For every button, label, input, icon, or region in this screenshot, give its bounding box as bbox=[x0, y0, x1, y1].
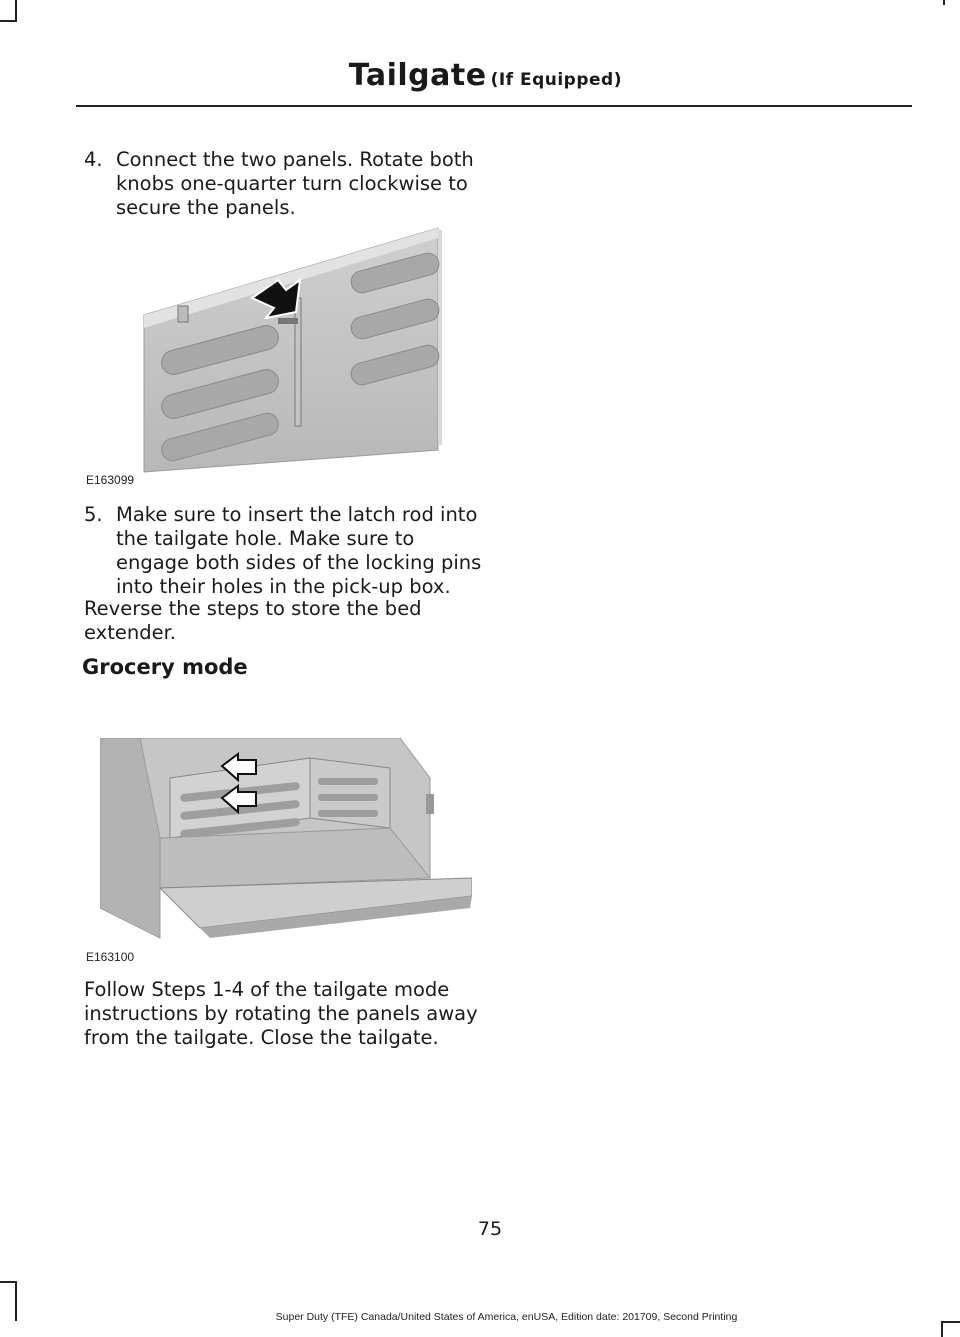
grocery-mode-illustration bbox=[100, 738, 472, 948]
section-heading-grocery-mode: Grocery mode bbox=[82, 655, 248, 679]
crop-mark-top-left-h bbox=[0, 20, 17, 22]
figure-code: E163099 bbox=[86, 473, 135, 487]
step-4 bbox=[84, 148, 484, 220]
follow-instructions: Follow Steps 1-4 of the tailgate mode instructions by rotating the panels away from the tailgate. Close the tailgate. bbox=[84, 978, 478, 1049]
store-instructions: Reverse the steps to store the bed extender. bbox=[84, 597, 422, 644]
figure-grocery-mode bbox=[100, 738, 472, 948]
step-5 bbox=[84, 503, 484, 599]
header-divider bbox=[76, 105, 912, 107]
bed-extender-panels-illustration bbox=[140, 220, 442, 478]
page-header-title bbox=[349, 58, 622, 93]
step-text: Connect the two panels. Rotate both knobs one-quarter turn clockwise to secure the panels. bbox=[116, 148, 474, 219]
header-title-text: Tailgate bbox=[348, 58, 487, 93]
page-number: 75 bbox=[477, 1218, 503, 1240]
footer-edition-info: Super Duty (TFE) Canada/United States of America, enUSA, Edition date: 201709, Second Printing bbox=[275, 1311, 738, 1323]
figure-code: E163100 bbox=[86, 950, 135, 964]
crop-mark-top-right bbox=[943, 0, 945, 5]
crop-mark-bottom-right-v bbox=[941, 1322, 943, 1337]
step-number: 4. bbox=[84, 148, 103, 171]
crop-mark-top-left-v bbox=[15, 0, 17, 22]
step-number: 5. bbox=[84, 503, 103, 526]
step-text: Make sure to insert the latch rod into the tailgate hole. Make sure to engage both sides of the locking pins into their holes in the pick-up box. bbox=[116, 503, 482, 598]
figure-bed-extender-panels bbox=[140, 220, 442, 478]
header-subtitle-text: (If Equipped) bbox=[490, 70, 622, 90]
